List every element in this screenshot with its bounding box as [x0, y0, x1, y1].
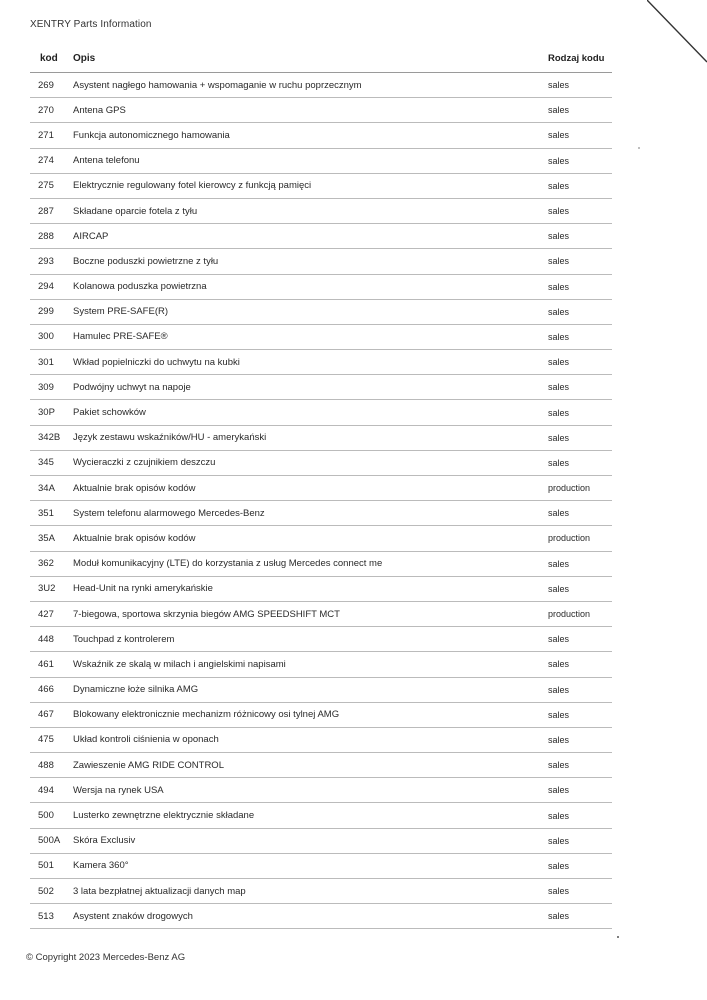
cell-rodzaj-kodu: sales [548, 256, 570, 267]
copyright-footer: © Copyright 2023 Mercedes-Benz AG [26, 952, 186, 963]
cell-kod: 448 [38, 633, 54, 645]
table-row [30, 350, 612, 375]
cell-kod: 461 [38, 658, 54, 670]
table-row [30, 803, 612, 828]
cell-opis: Hamulec PRE-SAFE® [73, 331, 168, 343]
cell-rodzaj-kodu: sales [548, 357, 570, 368]
cell-rodzaj-kodu: sales [548, 80, 570, 91]
table-row [30, 627, 612, 652]
cell-opis: Moduł komunikacyjny (LTE) do korzystania z usług Mercedes connect me [73, 558, 383, 570]
table-row [30, 400, 612, 425]
cell-kod: 362 [38, 558, 54, 570]
cell-opis: Aktualnie brak opisów kodów [73, 482, 196, 494]
cell-rodzaj-kodu: sales [548, 206, 570, 217]
scan-speck [638, 147, 640, 149]
cell-opis: Układ kontroli ciśnienia w oponach [73, 734, 219, 746]
column-header-opis: Opis [73, 53, 96, 64]
cell-kod: 270 [38, 104, 54, 116]
cell-opis: System PRE-SAFE(R) [73, 306, 169, 318]
table-row [30, 174, 612, 199]
cell-opis: 7-biegowa, sportowa skrzynia biegów AMG SPEEDSHIFT MCT [73, 608, 340, 620]
cell-kod: 502 [38, 885, 54, 897]
table-row [30, 199, 612, 224]
cell-rodzaj-kodu: sales [548, 709, 570, 720]
table-row [30, 325, 612, 350]
cell-opis: Wycieraczki z czujnikiem deszczu [73, 457, 216, 469]
cell-opis: Antena GPS [73, 104, 126, 116]
table-row [30, 224, 612, 249]
cell-kod: 467 [38, 709, 54, 721]
cell-opis: Wersja na rynek USA [73, 784, 164, 796]
cell-opis: Wskaźnik ze skalą w milach i angielskimi napisami [73, 658, 286, 670]
table-row [30, 73, 612, 98]
cell-kod: 501 [38, 860, 54, 872]
cell-rodzaj-kodu: production [548, 533, 591, 544]
cell-opis: Aktualnie brak opisów kodów [73, 532, 196, 544]
cell-kod: 299 [38, 306, 54, 318]
table-row [30, 854, 612, 879]
table-row [30, 501, 612, 526]
table-row [30, 879, 612, 904]
cell-rodzaj-kodu: sales [548, 432, 570, 443]
cell-opis: 3 lata bezpłatnej aktualizacji danych map [73, 885, 246, 897]
table-row [30, 451, 612, 476]
cell-kod: 294 [38, 281, 54, 293]
cell-kod: 301 [38, 356, 54, 368]
cell-opis: Asystent nagłego hamowania + wspomaganie w ruchu poprzecznym [73, 79, 362, 91]
cell-kod: 30P [38, 407, 55, 419]
table-row [30, 652, 612, 677]
cell-rodzaj-kodu: sales [548, 810, 570, 821]
cell-opis: Boczne poduszki powietrzne z tyłu [73, 255, 219, 267]
cell-opis: Składane oparcie fotela z tyłu [73, 205, 198, 217]
cell-rodzaj-kodu: sales [548, 860, 570, 871]
cell-rodzaj-kodu: sales [548, 886, 570, 897]
cell-kod: 275 [38, 180, 54, 192]
cell-rodzaj-kodu: sales [548, 130, 570, 141]
table-row [30, 778, 612, 803]
table-row [30, 577, 612, 602]
cell-opis: AIRCAP [73, 230, 109, 242]
cell-rodzaj-kodu: sales [548, 281, 570, 292]
cell-rodzaj-kodu: sales [548, 508, 570, 519]
cell-kod: 500 [38, 810, 54, 822]
cell-opis: Kolanowa poduszka powietrzna [73, 281, 207, 293]
table-row [30, 829, 612, 854]
cell-opis: Blokowany elektronicznie mechanizm różnicowy osi tylnej AMG [73, 709, 340, 721]
cell-opis: Head-Unit na rynki amerykańskie [73, 583, 213, 595]
table-row [30, 728, 612, 753]
cell-rodzaj-kodu: sales [548, 785, 570, 796]
cell-kod: 269 [38, 79, 54, 91]
cell-rodzaj-kodu: sales [548, 382, 570, 393]
cell-rodzaj-kodu: sales [548, 331, 570, 342]
cell-kod: 288 [38, 230, 54, 242]
cell-rodzaj-kodu: sales [548, 407, 570, 418]
cell-opis: Antena telefonu [73, 155, 140, 167]
table-row [30, 149, 612, 174]
cell-opis: Język zestawu wskaźników/HU - amerykański [73, 432, 267, 444]
cell-kod: 500A [38, 835, 61, 847]
cell-opis: Skóra Exclusiv [73, 835, 136, 847]
cell-kod: 274 [38, 155, 54, 167]
cell-rodzaj-kodu: sales [548, 911, 570, 922]
cell-kod: 427 [38, 608, 54, 620]
cell-kod: 293 [38, 255, 54, 267]
cell-kod: 488 [38, 759, 54, 771]
scan-speck [617, 936, 619, 938]
cell-opis: Wkład popielniczki do uchwytu na kubki [73, 356, 240, 368]
cell-rodzaj-kodu: sales [548, 231, 570, 242]
table-row [30, 678, 612, 703]
cell-opis: Pakiet schowków [73, 407, 146, 419]
cell-opis: Kamera 360° [73, 860, 129, 872]
table-row [30, 602, 612, 627]
cell-rodzaj-kodu: production [548, 609, 591, 620]
column-header-rodzaj-kodu: Rodzaj kodu [548, 53, 605, 64]
table-row [30, 300, 612, 325]
table-row [30, 526, 612, 551]
cell-opis: Zawieszenie AMG RIDE CONTROL [73, 759, 224, 771]
cell-rodzaj-kodu: sales [548, 457, 570, 468]
cell-kod: 513 [38, 910, 54, 922]
cell-opis: Elektrycznie regulowany fotel kierowcy z funkcją pamięci [73, 180, 312, 192]
cell-kod: 3U2 [38, 583, 56, 595]
cell-rodzaj-kodu: sales [548, 634, 570, 645]
cell-kod: 300 [38, 331, 54, 343]
cell-opis: Dynamiczne łoże silnika AMG [73, 684, 199, 696]
table-row [30, 275, 612, 300]
cell-rodzaj-kodu: production [548, 483, 591, 494]
cell-kod: 34A [38, 482, 55, 494]
parts-table [30, 45, 612, 929]
cell-opis: Lusterko zewnętrzne elektrycznie składane [73, 810, 255, 822]
table-row [30, 249, 612, 274]
table-row [30, 904, 612, 929]
cell-kod: 345 [38, 457, 54, 469]
document-header: XENTRY Parts Information [30, 19, 152, 30]
page-fold-edge [647, 0, 707, 80]
cell-rodzaj-kodu: sales [548, 760, 570, 771]
cell-rodzaj-kodu: sales [548, 306, 570, 317]
cell-opis: System telefonu alarmowego Mercedes-Benz [73, 507, 265, 519]
cell-opis: Podwójny uchwyt na napoje [73, 381, 191, 393]
cell-kod: 271 [38, 129, 54, 141]
cell-rodzaj-kodu: sales [548, 734, 570, 745]
cell-rodzaj-kodu: sales [548, 583, 570, 594]
cell-rodzaj-kodu: sales [548, 684, 570, 695]
cell-opis: Asystent znaków drogowych [73, 910, 193, 922]
cell-rodzaj-kodu: sales [548, 558, 570, 569]
cell-kod: 342B [38, 432, 61, 444]
cell-opis: Touchpad z kontrolerem [73, 633, 175, 645]
table-row [30, 123, 612, 148]
cell-kod: 475 [38, 734, 54, 746]
cell-kod: 35A [38, 532, 55, 544]
table-header [30, 45, 612, 73]
table-row [30, 476, 612, 501]
cell-rodzaj-kodu: sales [548, 659, 570, 670]
table-row [30, 703, 612, 728]
table-row [30, 552, 612, 577]
table-row [30, 753, 612, 778]
column-header-kod: kod [40, 53, 58, 64]
cell-kod: 287 [38, 205, 54, 217]
cell-kod: 351 [38, 507, 54, 519]
cell-opis: Funkcja autonomicznego hamowania [73, 129, 230, 141]
cell-rodzaj-kodu: sales [548, 105, 570, 116]
table-row [30, 426, 612, 451]
table-body [30, 73, 612, 929]
table-row [30, 375, 612, 400]
cell-kod: 309 [38, 381, 54, 393]
cell-rodzaj-kodu: sales [548, 180, 570, 191]
cell-rodzaj-kodu: sales [548, 835, 570, 846]
cell-kod: 466 [38, 684, 54, 696]
table-row [30, 98, 612, 123]
cell-rodzaj-kodu: sales [548, 155, 570, 166]
cell-kod: 494 [38, 784, 54, 796]
